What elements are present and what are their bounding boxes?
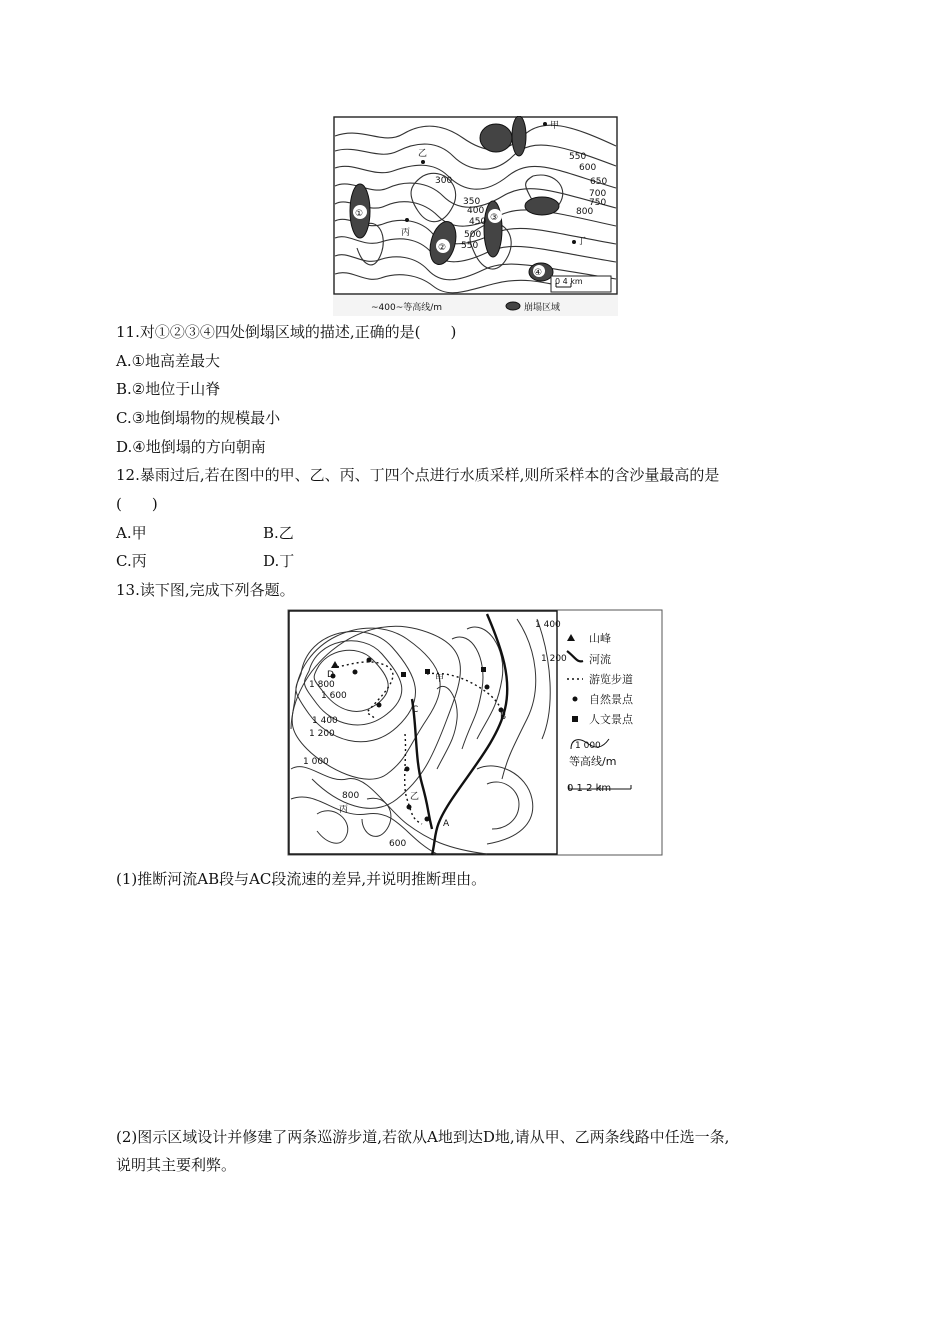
- figure-scenic-map: [287, 609, 663, 857]
- zone-4-label: ④: [534, 268, 543, 278]
- f2-contour-800: 800: [342, 791, 360, 801]
- point-jia: 甲: [550, 121, 560, 131]
- scale-bar-label: 0 4 km: [555, 277, 583, 286]
- contour-800: 800: [576, 207, 594, 217]
- q13-stem: 13.读下图,完成下列各题。: [116, 581, 295, 599]
- contour-300: 300: [435, 176, 453, 186]
- zone-3-label: ③: [490, 213, 499, 223]
- q12-option-c: C.丙: [116, 552, 147, 570]
- q11-option-a: A.①地高差最大: [116, 352, 221, 370]
- legend-river: 河流: [589, 653, 611, 666]
- f2-contour-1200-right: 1 200: [541, 654, 567, 664]
- legend-contour: 等高线/m: [569, 755, 617, 768]
- contour-500: 500: [464, 230, 482, 240]
- f2-contour-1600: 1 600: [321, 691, 347, 701]
- f2-point-bing: 丙: [339, 805, 349, 815]
- legend-collapse: 崩塌区域: [524, 303, 561, 313]
- legend-natural-spot: 自然景点: [589, 693, 633, 706]
- f2-contour-1400: 1 400: [312, 716, 338, 726]
- f2-contour-600: 600: [389, 839, 407, 849]
- contour-600: 600: [579, 163, 597, 173]
- point-bing: 丙: [401, 228, 411, 238]
- f2-contour-1200: 1 200: [309, 729, 335, 739]
- f2-contour-1800: 1 800: [309, 680, 335, 690]
- point-yi: 乙: [418, 149, 428, 159]
- legend-trail: 游览步道: [589, 673, 633, 686]
- legend-peak: 山峰: [589, 632, 611, 645]
- q11-option-b: B.②地位于山脊: [116, 380, 221, 398]
- q11-option-d: D.④地倒塌的方向朝南: [116, 438, 266, 456]
- f2-point-C: C: [412, 705, 419, 715]
- contour-550: 550: [569, 152, 587, 162]
- q12-stem: 12.暴雨过后,若在图中的甲、乙、丙、丁四个点进行水质采样,则所采样本的含沙量最高的是: [116, 466, 720, 484]
- q13-part1: (1)推断河流AB段与AC段流速的差异,并说明推断理由。: [116, 870, 487, 888]
- f2-point-A: A: [443, 819, 450, 829]
- f2-point-B: B: [500, 712, 507, 722]
- contour-650: 650: [590, 177, 608, 187]
- legend-contour-value: 1 000: [575, 741, 601, 751]
- q12-option-a: A.甲: [116, 524, 147, 542]
- zone-1-label: ①: [355, 209, 364, 219]
- q13-part2-line2: 说明其主要利弊。: [116, 1156, 237, 1174]
- q13-part2-line1: (2)图示区域设计并修建了两条巡游步道,若欲从A地到达D地,请从甲、乙两条线路中任选一条,: [116, 1128, 730, 1146]
- f2-contour-1400-right: 1 400: [535, 620, 561, 630]
- figure-collapse-map: [333, 116, 618, 316]
- contour-750: 750: [589, 198, 607, 208]
- q11-option-c: C.③地倒塌物的规模最小: [116, 409, 281, 427]
- point-ding: 丁: [577, 237, 587, 247]
- f2-point-yi: 乙: [410, 792, 420, 802]
- legend-contour: ~400~等高线/m: [371, 303, 443, 313]
- f2-point-D: D: [327, 670, 334, 680]
- q12-paren: ( ): [116, 495, 158, 513]
- f2-point-jia: 甲: [435, 674, 445, 684]
- contour-450: 450: [469, 217, 487, 227]
- contour-550b: 550: [461, 241, 479, 251]
- q12-option-b: B.乙: [263, 524, 294, 542]
- contour-400: 400: [467, 206, 485, 216]
- q11-stem: 11.对①②③④四处倒塌区域的描述,正确的是( ): [116, 323, 457, 341]
- legend-cultural-spot: 人文景点: [589, 713, 633, 726]
- contour-700: 700: [589, 189, 607, 199]
- q12-option-d: D.丁: [263, 552, 295, 570]
- contour-350: 350: [463, 197, 481, 207]
- f2-contour-1000: 1 000: [303, 757, 329, 767]
- f2-scale-bar-label: 0 1 2 km: [567, 783, 612, 794]
- zone-2-label: ②: [438, 243, 447, 253]
